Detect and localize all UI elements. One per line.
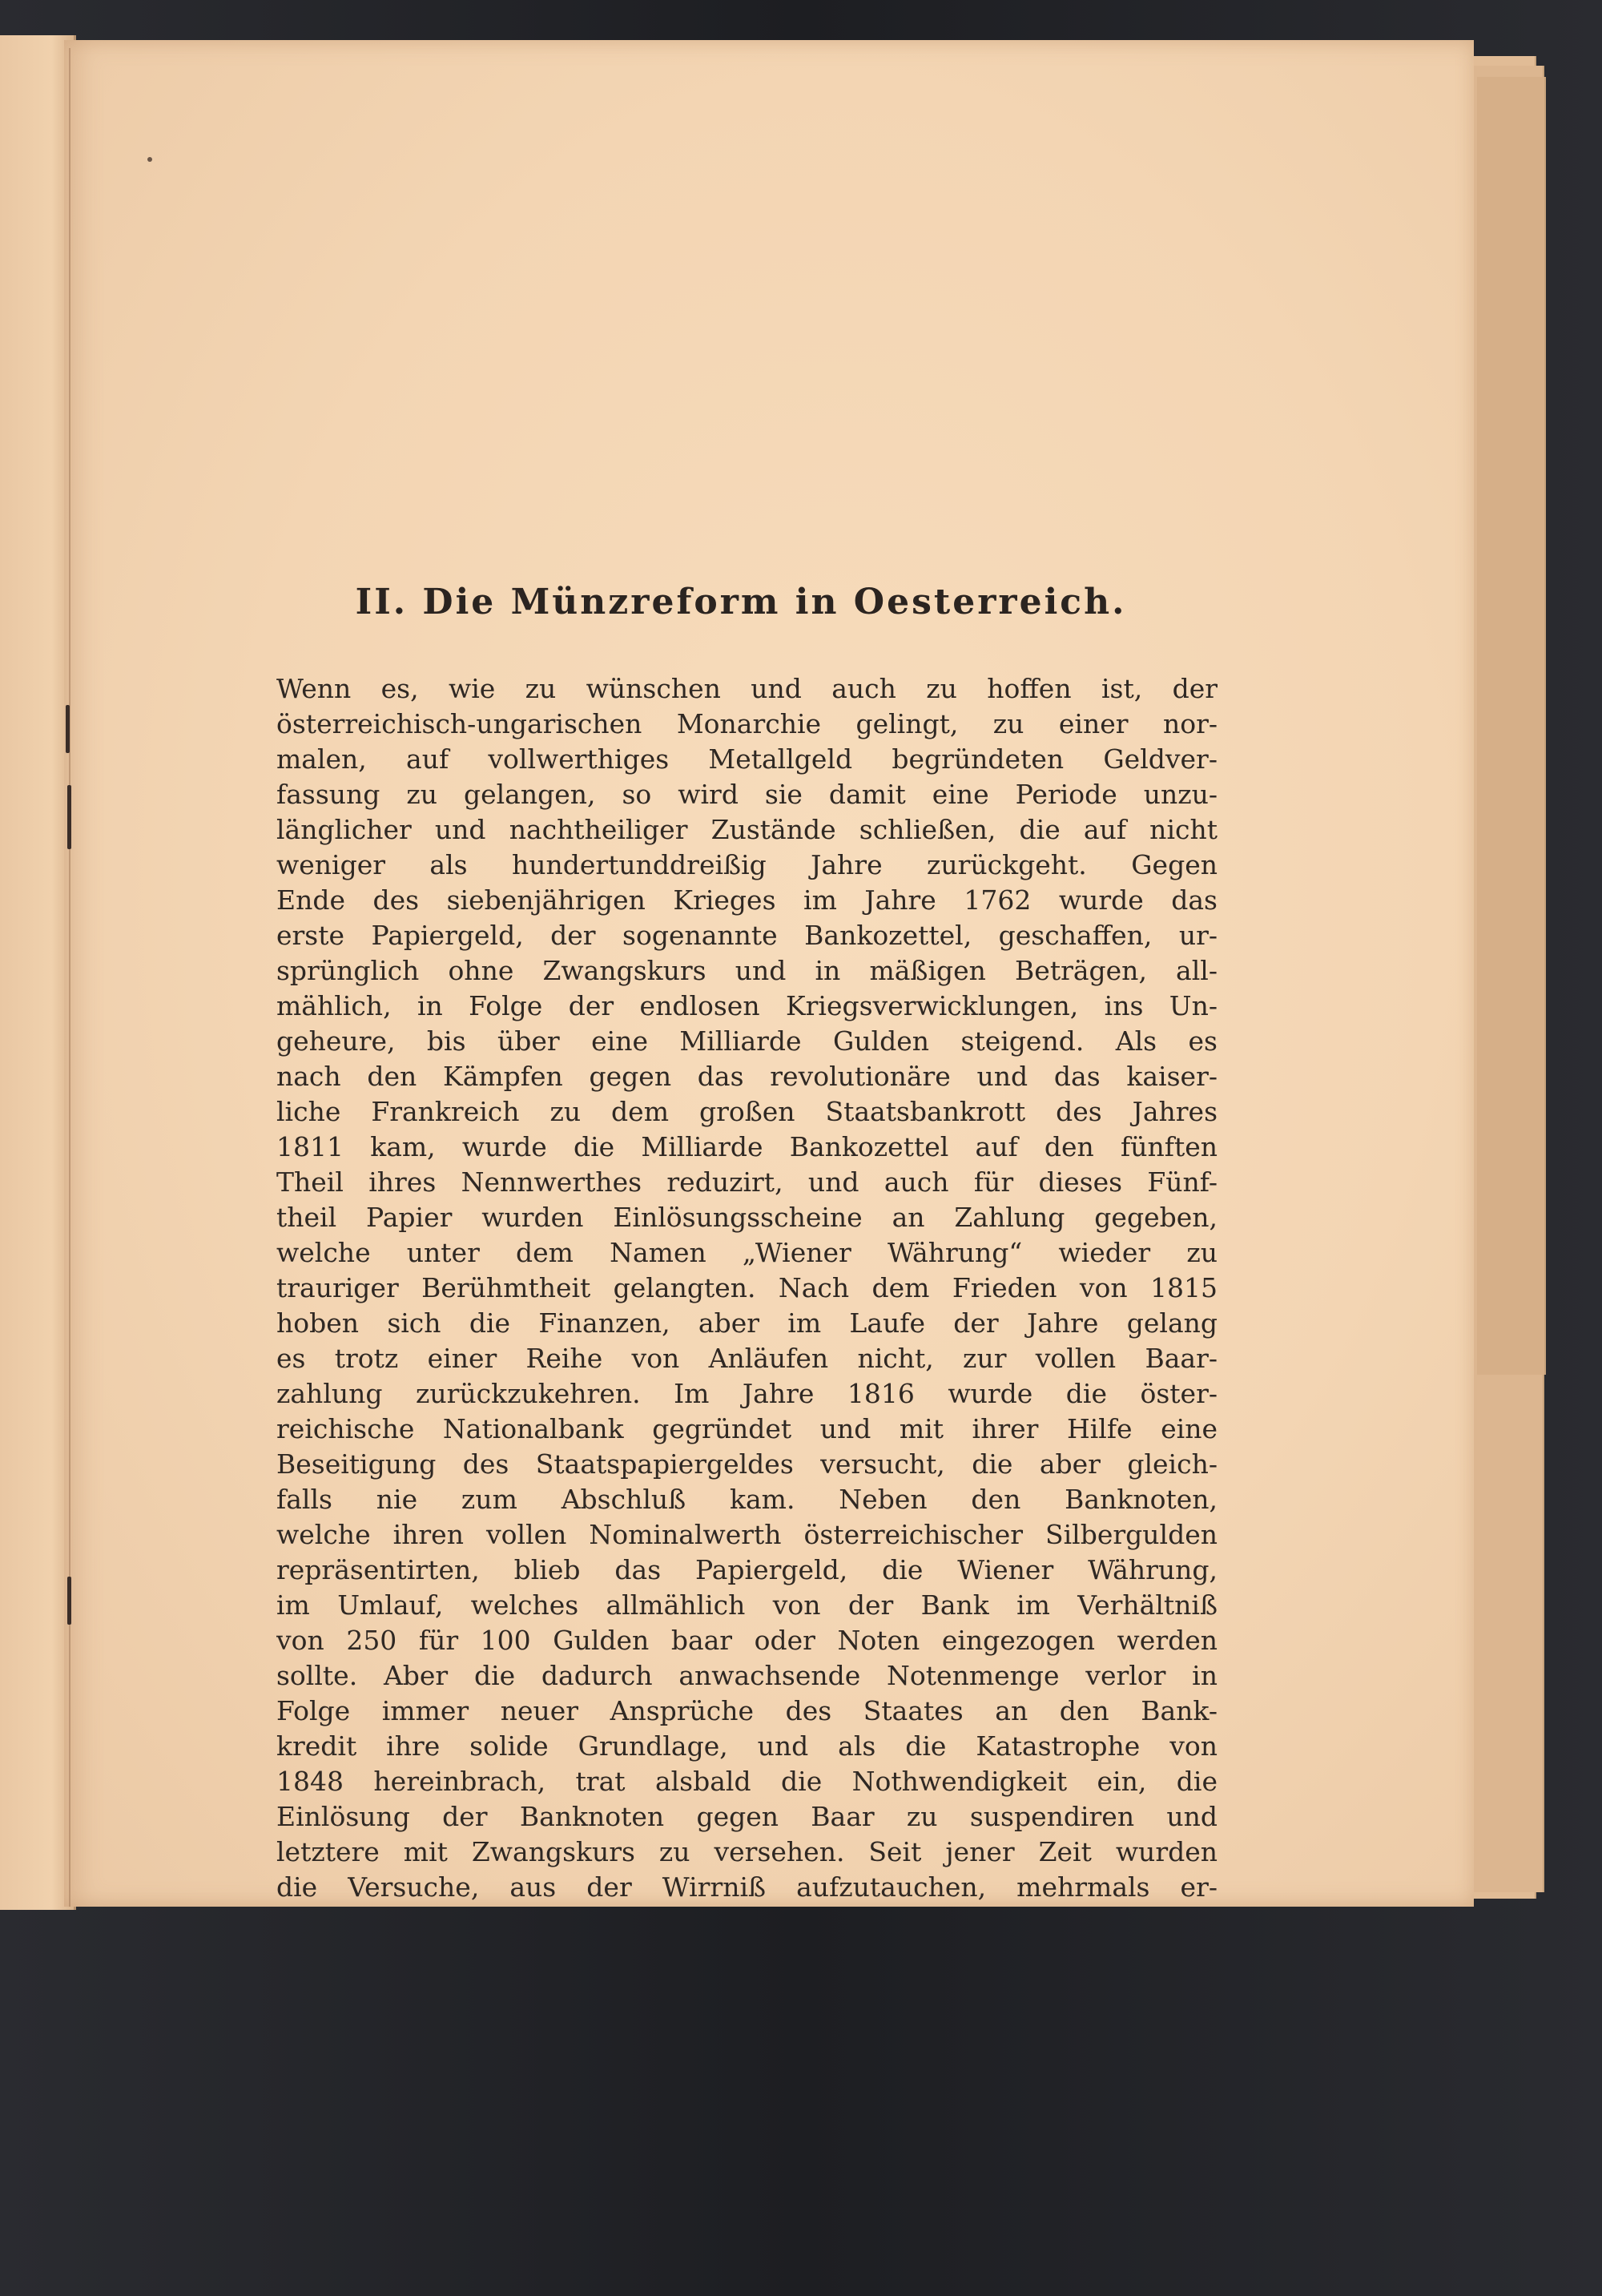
text-line: von 250 für 100 Gulden baar oder Noten eingezogen werden <box>276 1625 1218 1656</box>
chapter-heading: II. Die Münzreform in Oesterreich. <box>355 582 1127 622</box>
text-line: liche Frankreich zu dem großen Staatsbankrott des Jahres <box>276 1096 1218 1127</box>
text-line: zahlung zurückzukehren. Im Jahre 1816 wurde die öster- <box>276 1378 1218 1409</box>
margin-mark <box>67 1577 71 1625</box>
text-line: Folge immer neuer Ansprüche des Staates an den Bank- <box>276 1695 1218 1726</box>
text-line: reichische Nationalbank gegründet und mit ihrer Hilfe eine <box>276 1413 1218 1444</box>
text-line: sprünglich ohne Zwangskurs und in mäßigen Beträgen, all- <box>276 955 1218 986</box>
margin-mark <box>66 705 70 753</box>
text-line: kredit ihre solide Grundlage, und als die Katastrophe von <box>276 1730 1218 1762</box>
text-line: Theil ihres Nennwerthes reduzirt, und auch für dieses Fünf- <box>276 1166 1218 1198</box>
text-line: im Umlauf, welches allmählich von der Bank im Verhältniß <box>276 1589 1218 1621</box>
text-line: letztere mit Zwangskurs zu versehen. Seit jener Zeit wurden <box>276 1836 1218 1867</box>
margin-mark <box>67 785 71 849</box>
text-line: mählich, in Folge der endlosen Kriegsverwicklungen, ins Un- <box>276 990 1218 1021</box>
text-line: 1848 hereinbrach, trat alsbald die Nothwendigkeit ein, die <box>276 1766 1218 1797</box>
text-line: hoben sich die Finanzen, aber im Laufe der Jahre gelang <box>276 1307 1218 1339</box>
text-line: sollte. Aber die dadurch anwachsende Notenmenge verlor in <box>276 1660 1218 1691</box>
text-line: Wenn es, wie zu wünschen und auch zu hoffen ist, der <box>276 673 1218 704</box>
text-line: welche unter dem Namen „Wiener Währung“ wieder zu <box>276 1237 1218 1268</box>
text-line: geheure, bis über eine Milliarde Gulden steigend. Als es <box>276 1025 1218 1057</box>
binding-gutter <box>69 48 70 1907</box>
text-line: erste Papiergeld, der sogenannte Bankozettel, geschaffen, ur- <box>276 920 1218 951</box>
text-line: nach den Kämpfen gegen das revolutionäre und das kaiser- <box>276 1061 1218 1092</box>
paper-speck <box>147 157 152 162</box>
text-line: die Versuche, aus der Wirrniß aufzutauchen, mehrmals er- <box>276 1871 1218 1903</box>
text-line: österreichisch-ungarischen Monarchie gelingt, zu einer nor- <box>276 708 1218 739</box>
text-line: welche ihren vollen Nominalwerth österreichischer Silbergulden <box>276 1519 1218 1550</box>
text-line: 1811 kam, wurde die Milliarde Bankozettel auf den fünften <box>276 1131 1218 1162</box>
text-line: es trotz einer Reihe von Anläufen nicht, zur vollen Baar- <box>276 1343 1218 1374</box>
text-line: malen, auf vollwerthiges Metallgeld begründeten Geldver- <box>276 743 1218 775</box>
text-line: falls nie zum Abschluß kam. Neben den Banknoten, <box>276 1484 1218 1515</box>
text-line: länglicher und nachtheiliger Zustände schließen, die auf nicht <box>276 814 1218 845</box>
text-line: weniger als hundertunddreißig Jahre zurückgeht. Gegen <box>276 849 1218 880</box>
page-edge-stack <box>1477 77 1546 1375</box>
text-line: Einlösung der Banknoten gegen Baar zu suspendiren und <box>276 1801 1218 1832</box>
text-line: trauriger Berühmtheit gelangten. Nach dem Frieden von 1815 <box>276 1272 1218 1303</box>
body-text <box>276 671 1218 1905</box>
text-line: Ende des siebenjährigen Krieges im Jahre 1762 wurde das <box>276 884 1218 916</box>
text-line: fassung zu gelangen, so wird sie damit eine Periode unzu- <box>276 779 1218 810</box>
text-line: Beseitigung des Staatspapiergeldes versucht, die aber gleich- <box>276 1448 1218 1480</box>
text-line: theil Papier wurden Einlösungsscheine an Zahlung gegeben, <box>276 1202 1218 1233</box>
text-line: repräsentirten, blieb das Papiergeld, die Wiener Währung, <box>276 1554 1218 1585</box>
